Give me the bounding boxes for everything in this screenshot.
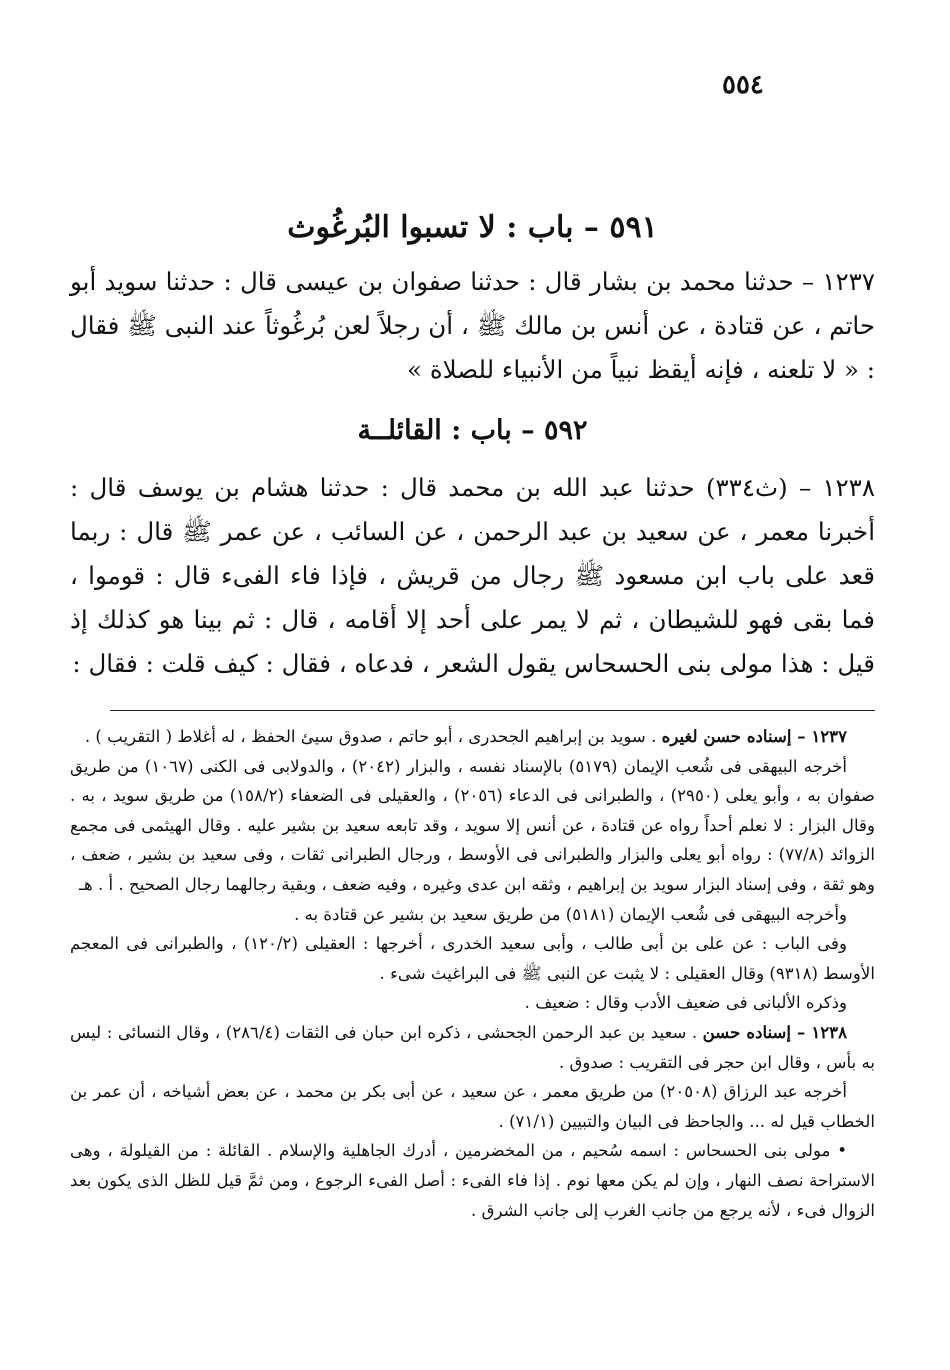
- footnote-1237-label: ١٢٣٧ – إسناده حسن لغيره: [661, 726, 847, 746]
- footnotes: [70, 722, 875, 1225]
- footnote-divider: [110, 710, 875, 711]
- footnote-1238-label: ١٢٣٨ – إسناده حسن: [702, 1021, 847, 1042]
- footnote-1237-related: وفى الباب : عن على بن أبى طالب ، وأبى سعيد الخدرى ، أخرجها : العقيلى (١٢٠/٢) ، والطبرانى فى المعجم الأوسط (٩٣١٨) وقال العقيلى : لا يثبت عن النبى ﷺ فى البراغيث شىء .: [70, 934, 875, 983]
- footnote-1237-bayhaqi: وأخرجه البيهقى فى شُعب الإيمان (٥١٨١) من طريق سعيد بن بشير عن قتادة به .: [294, 904, 847, 924]
- footnote-1237-sources: أخرجه البيهقى فى شُعب الإيمان (٥١٧٩) بالإسناد نفسه ، والبزار (٢٠٤٢) ، والدولابى فى الكنى (١٠٦٧) من طريق صفوان به ، وأبو يعلى (٢٩٥٠) ، والطبرانى فى الدعاء (٢٠٥٦) ، والعقيلى فى الضعفاء (١٥٨/٢) من طريق سويد ، به . وقال البزار : لا نعلم أحداً رواه عن قتادة ، عن أنس إلا سويد ، وقد تابعه سعيد بن بشير عليه . وقال الهيثمى فى مجمع الزوائد (٧٧/٨) : رواه أبو يعلى والبزار والطبرانى فى الأوسط ، ورجال الطبرانى ثقات ، وفى سعيد بن بشير ، ضعف ، وهو ثقة ، وفى إسناد البزار سويد بن إبراهيم ، وثقه ابن عدى وغيره ، وفيه ضعف ، وبقية رجالهما رجال الصحيح . أ . هـ: [70, 756, 875, 894]
- footnote-1238-sources: أخرجه عبد الرزاق (٢٠٥٠٨) من طريق معمر ، عن سعيد ، عن أبى بكر بن محمد ، عن بعض أشياخه ، أن عمر بن الخطاب قيل له ... والجاحظ فى البيان والتبيين (٧١/١) .: [70, 1082, 875, 1131]
- footnote-1238: [70, 1018, 875, 1077]
- hadith-1237-text: ١٢٣٧ – حدثنا محمد بن بشار قال : حدثنا صفوان بن عيسى قال : حدثنا سويد أبو حاتم ، عن قتادة ، عن أنس بن مالك ﷺ ، أن رجلاً لعن بُرغُوثاً عند النبى ﷺ فقال : « لا تلعنه ، فإنه أيقظ نبياً من الأنبياء للصلاة »: [70, 267, 875, 384]
- hadith-1238-text: ١٢٣٨ – (ث٣٣٤) حدثنا عبد الله بن محمد قال : حدثنا هشام بن يوسف قال : أخبرنا معمر ، عن سعيد بن عبد الرحمن ، عن السائب ، عن عمر ﷺ قال : ربما قعد على باب ابن مسعود ﷺ رجال من قريش ، فإذا فاء الفىء قال : قوموا ، فما بقى فهو للشيطان ، ثم لا يمر على أحد إلا أقامه ، قال : ثم بينا هو كذلك إذ قيل : هذا مولى بنى الحسحاس يقول الشعر ، فدعاه ، فقال : كيف قلت : فقال :: [70, 473, 875, 678]
- footnote-1237-text: . سويد بن إبراهيم الجحدرى ، أبو حاتم ، صدوق سيئ الحفظ ، له أغلاط ( التقريب ) .: [84, 727, 657, 746]
- footnote-1237-albani: وذكره الألبانى فى ضعيف الأدب وقال : ضعيف .: [524, 993, 847, 1013]
- chapter-592-title: ٥٩٢ – باب : القائلــة: [357, 415, 588, 446]
- footnote-1237: [70, 722, 875, 752]
- page-number: ٥٥٤: [722, 70, 764, 100]
- footnote-1238-glossary: • مولى بنى الحسحاس : اسمه سُحيم ، من المخضرمين ، أدرك الجاهلية والإسلام . القائلة : من القيلولة ، وهى الاستراحة نصف النهار ، وإن لم يكن معها نوم . إذا فاء الفىء : أصل الفىء الرجوع ، ومن ثمَّ قيل للظل الذى يكون بعد الزوال فىء ، لأنه يرجع من جانب الغرب إلى جانب الشرق .: [70, 1141, 875, 1220]
- chapter-591-title: ٥٩١ – باب : لا تسبوا البُرغُوث: [287, 210, 658, 245]
- footnote-1238-text: . سعيد بن عبد الرحمن الجحشى ، ذكره ابن حبان فى الثقات (٢٨٦/٤) ، وقال النسائى : ليس به بأس ، وقال ابن حجر فى التقريب : صدوق .: [70, 1022, 875, 1072]
